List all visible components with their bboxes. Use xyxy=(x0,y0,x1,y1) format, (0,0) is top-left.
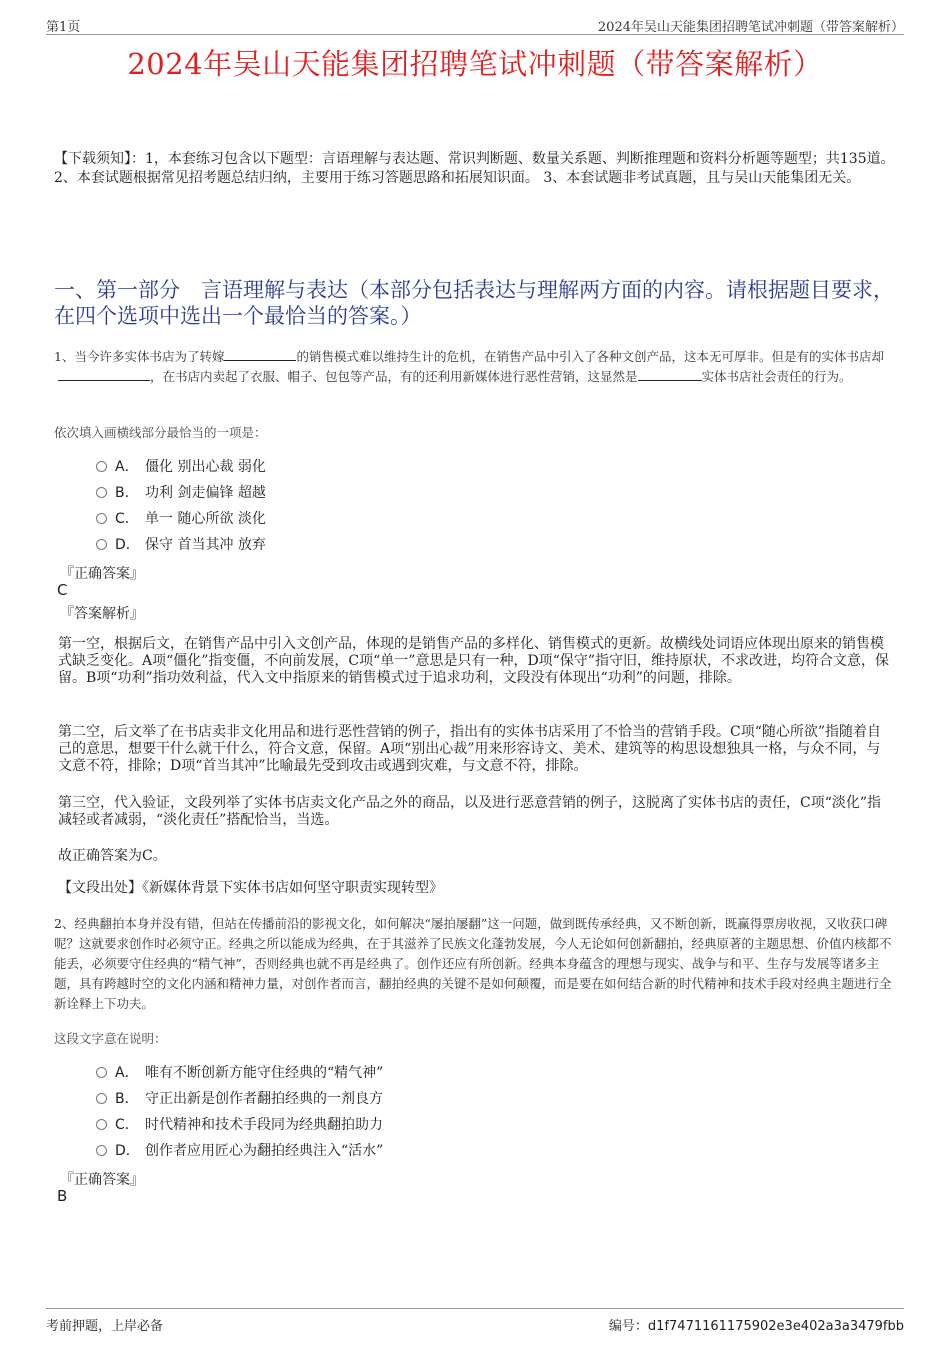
option-text: 单一 随心所欲 淡化 xyxy=(145,511,266,527)
radio-icon[interactable] xyxy=(96,1093,107,1104)
header-doc-title: 2024年吴山天能集团招聘笔试冲刺题（带答案解析） xyxy=(597,20,904,35)
option-d[interactable]: D． 创作者应用匠心为翻拍经典注入“活水” xyxy=(96,1137,383,1163)
option-c[interactable]: C． 单一 随心所欲 淡化 xyxy=(96,505,266,531)
download-notice: 【下载须知】：1，本套练习包含以下题型：言语理解与表达题、常识判断题、数量关系题、判断推理题和资料分析题等题型；共135道。 2、本套试题根据常见招考题总结归纳，主要用于练习答题思路和拓展知识面。 3、本套试题非考试真题，且与吴山天能集团无关。 xyxy=(54,151,895,186)
question-1-prompt: 依次填入画横线部分最恰当的一项是： xyxy=(54,425,267,440)
answer-value: C xyxy=(57,581,68,599)
option-text: 守正出新是创作者翻拍经典的一剂良方 xyxy=(145,1091,383,1107)
option-text: 僵化 别出心裁 弱化 xyxy=(145,459,266,475)
radio-icon[interactable] xyxy=(96,1145,107,1156)
radio-icon[interactable] xyxy=(96,461,107,472)
analysis-label: 『答案解析』 xyxy=(60,606,144,622)
radio-icon[interactable] xyxy=(96,1119,107,1130)
section-heading: 一、第一部分 言语理解与表达（本部分包括表达与理解两方面的内容。请根据题目要求，在四个选项中选出一个最恰当的答案。） xyxy=(54,278,894,328)
question-1-options xyxy=(96,453,266,557)
page-number: 第1页 xyxy=(46,20,81,35)
option-c[interactable]: C． 时代精神和技术手段同为经典翻拍助力 xyxy=(96,1111,383,1137)
page-title: 2024年吴山天能集团招聘笔试冲刺题（带答案解析） xyxy=(127,47,823,81)
footer-code xyxy=(609,1315,904,1334)
radio-icon[interactable] xyxy=(96,487,107,498)
q1-part-3: ，在书店内卖起了衣服、帽子、包包等产品，有的还利用新媒体进行恶性营销，这显然是 xyxy=(150,369,638,384)
code-label: 编号： xyxy=(608,1319,648,1334)
option-a[interactable]: A． 僵化 别出心裁 弱化 xyxy=(96,453,266,479)
option-text: 功利 剑走偏锋 超越 xyxy=(145,485,266,501)
radio-icon[interactable] xyxy=(96,1067,107,1078)
radio-icon[interactable] xyxy=(96,539,107,550)
blank-3 xyxy=(638,368,702,381)
blank-1 xyxy=(224,348,296,361)
footer-slogan: 考前押题，上岸必备 xyxy=(46,1319,164,1334)
option-text: 保守 首当其冲 放弃 xyxy=(145,537,266,553)
code-value: d1f7471161175902e3e402a3a3479fbb xyxy=(647,1319,904,1334)
answer-value: B xyxy=(57,1187,68,1205)
q1-part-1: 1、当今许多实体书店为了转嫁 xyxy=(54,349,225,364)
option-b[interactable]: B． 功利 剑走偏锋 超越 xyxy=(96,479,266,505)
analysis-paragraph-3: 第三空，代入验证，文段列举了实体书店卖文化产品之外的商品，以及进行恶意营销的例子，这脱离了实体书店的责任，C项“淡化”指减轻或者减弱，“淡化责任”搭配恰当，当选。 xyxy=(58,795,882,828)
page-header xyxy=(46,14,904,35)
q1-part-4: 实体书店社会责任的行为。 xyxy=(701,369,852,384)
text-source: 【文段出处】《新媒体背景下实体书店如何坚守职责实现转型》 xyxy=(58,880,443,896)
analysis-conclusion: 故正确答案为C。 xyxy=(58,848,167,864)
answer-label: 『正确答案』 xyxy=(60,566,144,582)
blank-2 xyxy=(58,368,150,381)
option-text: 创作者应用匠心为翻拍经典注入“活水” xyxy=(145,1143,384,1159)
analysis-paragraph-2: 第二空，后文举了在书店卖非文化用品和进行恶性营销的例子，指出有的实体书店采用了不恰当的营销手段。C项“随心所欲”指随着自己的意思，想要干什么就干什么，符合文意，保留。A项“别出心裁”用来形容诗文、美术、建筑等的构思设想独具一格，与众不同，与文意不符，排除；D项“首当其冲”比喻最先受到攻击或遇到灾难，与文意不符，排除。 xyxy=(58,724,882,774)
question-2-prompt: 这段文字意在说明： xyxy=(54,1031,167,1046)
radio-icon[interactable] xyxy=(96,513,107,524)
option-b[interactable]: B． 守正出新是创作者翻拍经典的一剂良方 xyxy=(96,1085,383,1111)
option-text: 唯有不断创新方能守住经典的“精气神” xyxy=(145,1065,384,1081)
question-2-options xyxy=(96,1059,383,1163)
question-2-text: 2、经典翻拍本身并没有错，但站在传播前沿的影视文化，如何解决“屡拍屡翻”这一问题，做到既传承经典，又不断创新，既赢得票房收视，又收获口碑呢？这就要求创作时必须守正。经典之所以能成为经典，在于其滋养了民族文化蓬勃发展，今人无论如何创新翻拍，经典原著的主题思想、价值内核都不能丢，必须要守住经典的“精气神”，否则经典也就不再是经典了。创作还应有所创新。经典本身蕴含的理想与现实、战争与和平、生存与发展等诸多主题，具有跨越时空的文化内涵和精神力量，对创作者而言，翻拍经典的关键不是如何颠覆，而是要在如何结合新的时代精神和技术手段对经典主题进行全新诠释上下功夫。 xyxy=(54,916,892,1011)
answer-label: 『正确答案』 xyxy=(60,1172,144,1188)
page-footer xyxy=(46,1308,904,1334)
option-d[interactable]: D． 保守 首当其冲 放弃 xyxy=(96,531,266,557)
option-text: 时代精神和技术手段同为经典翻拍助力 xyxy=(145,1117,383,1133)
analysis-paragraph-1: 第一空，根据后文，在销售产品中引入文创产品，体现的是销售产品的多样化、销售模式的更新。故横线处词语应体现出原来的销售模式缺乏变化。A项“僵化”指变僵，不向前发展，C项“单一”意思是只有一种，D项“保守”指守旧，维持原状，不求改进，均符合文意，保留。B项“功利”指功效利益，代入文中指原来的销售模式过于追求功利，文段没有体现出“功利”的问题，排除。 xyxy=(58,636,889,686)
question-1-text xyxy=(54,347,900,387)
option-a[interactable]: A． 唯有不断创新方能守住经典的“精气神” xyxy=(96,1059,383,1085)
q1-part-2: 的销售模式难以维持生计的危机，在销售产品中引入了各种文创产品，这本无可厚非。但是有的实体书店却 xyxy=(296,349,884,364)
